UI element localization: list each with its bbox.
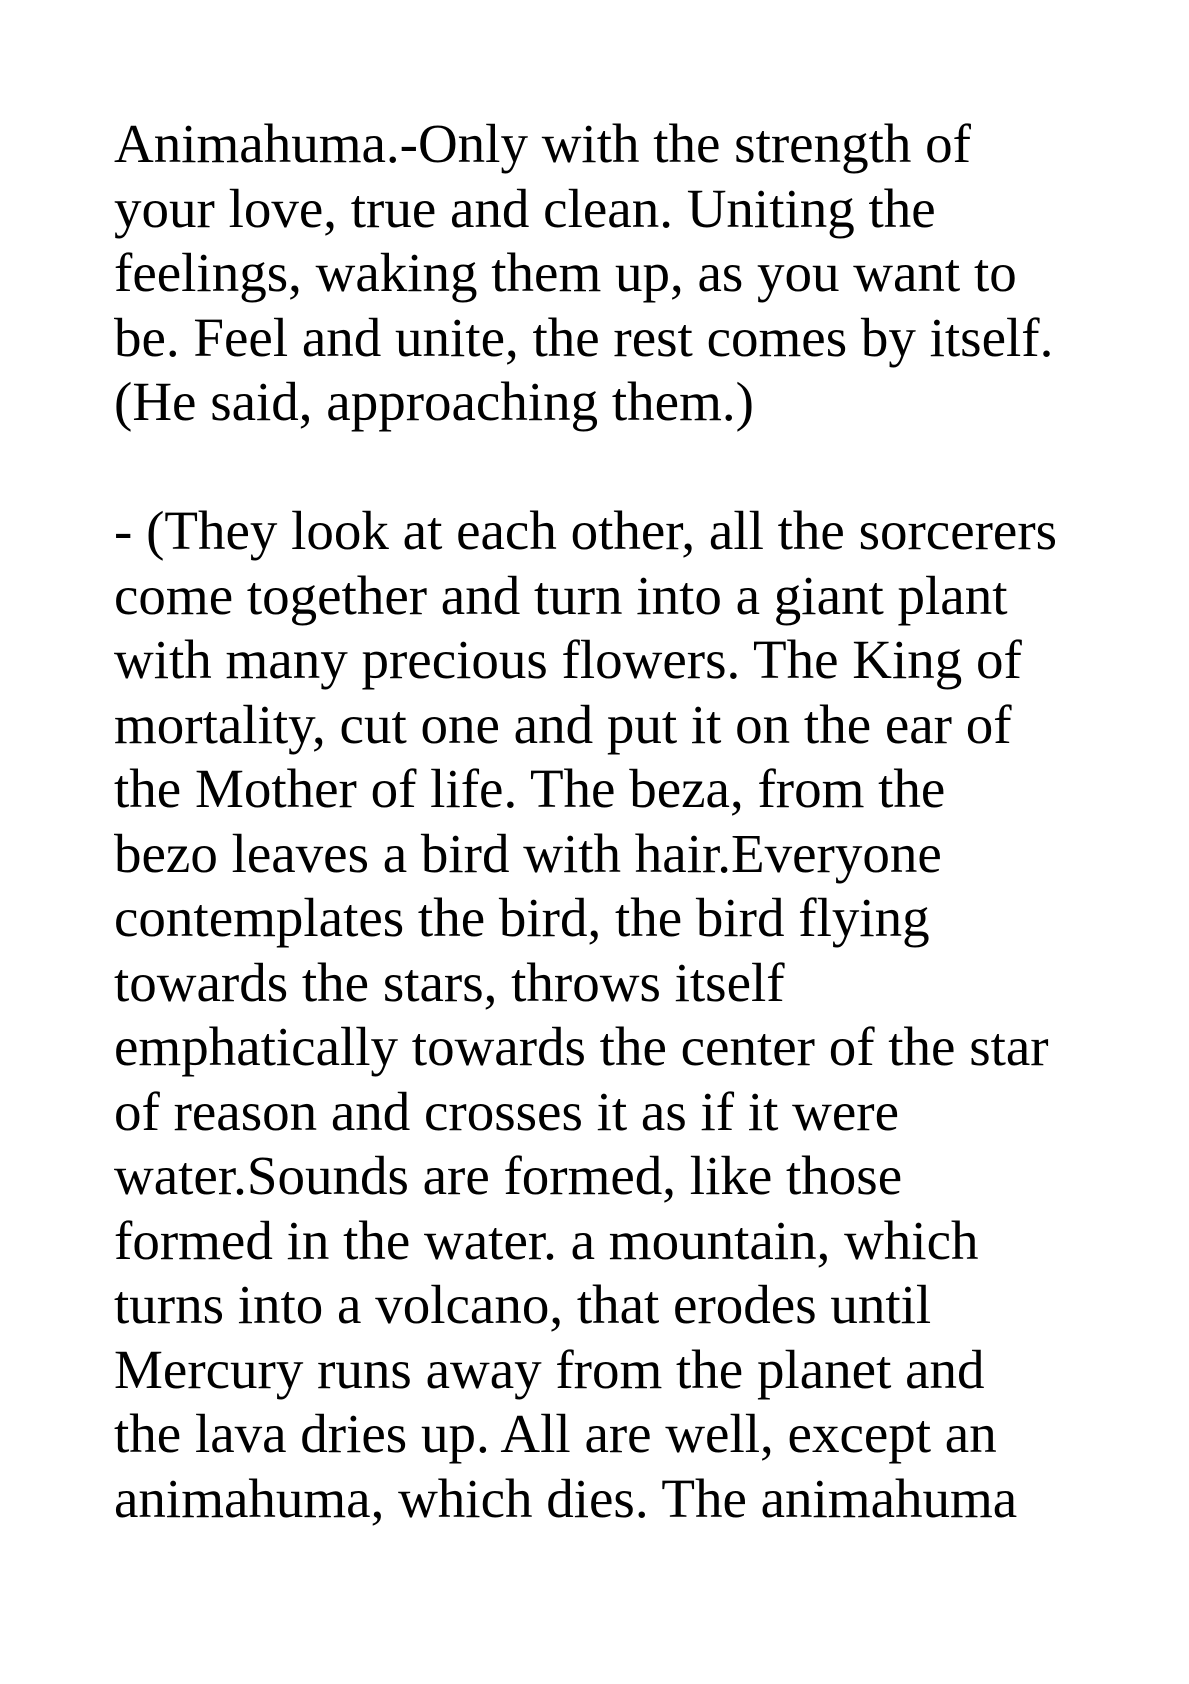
text-line: come together and turn into a giant plant: [114, 564, 1008, 626]
text-line: - (They look at each other, all the sorcerers: [114, 500, 1058, 561]
text-line: your love, true and clean. Uniting the: [114, 177, 936, 239]
text-line: towards the stars, throws itself: [114, 951, 785, 1013]
text-line: bezo leaves a bird with hair.Everyone: [114, 822, 942, 884]
paragraph-1: [114, 112, 1114, 435]
body-text: [114, 112, 1114, 1531]
text-line: of reason and crosses it as if it were: [114, 1080, 900, 1142]
text-line: (He said, approaching them.): [114, 371, 754, 432]
text-line: with many precious flowers. The King of: [114, 629, 1022, 690]
paragraph-2: [114, 499, 1114, 1531]
text-line: the lava dries up. All are well, except an: [114, 1403, 997, 1464]
text-line: Mercury runs away from the planet and: [114, 1338, 985, 1400]
text-line: contemplates the bird, the bird flying: [114, 887, 930, 948]
text-line: water.Sounds are formed, like those: [114, 1145, 903, 1206]
text-line: emphatically towards the center of the star: [114, 1016, 1049, 1077]
text-line: Animahuma.-Only with the strength of: [114, 113, 971, 174]
text-line: the Mother of life. The beza, from the: [114, 758, 946, 819]
paragraph-gap: [114, 435, 1114, 500]
text-line: feelings, waking them up, as you want to: [114, 242, 1017, 303]
text-line: animahuma, which dies. The animahuma: [114, 1467, 1018, 1529]
text-line: formed in the water. a mountain, which: [114, 1209, 979, 1271]
text-line: turns into a volcano, that erodes until: [114, 1274, 932, 1335]
text-line: be. Feel and unite, the rest comes by itself.: [114, 306, 1054, 368]
text-line: mortality, cut one and put it on the ear of: [114, 693, 1012, 755]
